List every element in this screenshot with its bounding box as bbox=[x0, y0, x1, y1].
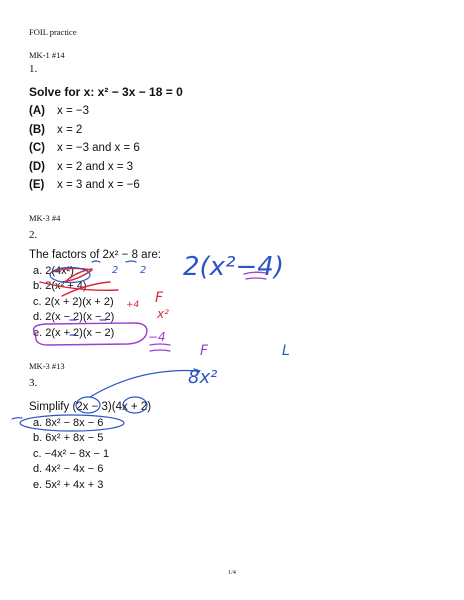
problem-1-number: 1. bbox=[29, 63, 38, 75]
note-x2-p2: x² bbox=[157, 307, 169, 321]
option-letter: (C) bbox=[29, 142, 45, 155]
problem-2 bbox=[29, 246, 269, 341]
note-two-2: 2 bbox=[140, 265, 147, 276]
problem-2-option-b: b. 2(x² + 4) bbox=[33, 280, 87, 293]
problem-3-option-b: b. 6x² + 8x − 5 bbox=[33, 432, 104, 445]
option-text: x = 2 bbox=[57, 123, 83, 136]
blue-arc-arrow bbox=[90, 369, 200, 397]
problem-1-option-e bbox=[29, 176, 279, 195]
note-2-x2-minus-4: 2(x²−4) bbox=[183, 252, 284, 282]
page-number: 1/4 bbox=[228, 570, 236, 576]
option-letter: (D) bbox=[29, 160, 45, 173]
blue-lead-line bbox=[12, 418, 22, 419]
problem-3-option-d: d. 4x² − 4x − 6 bbox=[33, 463, 104, 476]
note-F-p3: F bbox=[200, 343, 209, 359]
option-letter: (B) bbox=[29, 123, 45, 136]
problem-3-source: MK-3 #13 bbox=[29, 361, 65, 371]
problem-3 bbox=[29, 398, 269, 493]
problem-2-option-c: c. 2(x + 2)(x + 2) bbox=[33, 295, 114, 308]
problem-3-option-c: c. −4x² − 8x − 1 bbox=[33, 447, 110, 460]
problem-3-number: 3. bbox=[29, 377, 38, 389]
problem-1-option-d bbox=[29, 158, 279, 177]
problem-2-stem: The factors of 2x² − 8 are: bbox=[29, 249, 161, 261]
note-two-1: 2 bbox=[112, 265, 119, 276]
option-text: x = 2 and x = 3 bbox=[57, 160, 134, 173]
note-plus4: +4 bbox=[126, 300, 140, 310]
option-text: x = 3 and x = −6 bbox=[57, 179, 140, 192]
option-text: x = −3 bbox=[57, 105, 89, 117]
doc-title: FOIL practice bbox=[29, 27, 77, 37]
problem-3-option-e: e. 5x² + 4x + 3 bbox=[33, 478, 104, 491]
problem-1-option-a bbox=[29, 102, 279, 121]
note-8x2: 8x² bbox=[188, 367, 218, 388]
problem-2-option-d: d. 2(x − 2)(x − 2) bbox=[33, 311, 115, 324]
problem-3-option-a: a. 8x² − 8x − 6 bbox=[33, 417, 104, 429]
problem-3-stem: Simplify (2x − 3)(4x + 2) bbox=[29, 401, 152, 413]
problem-1-source: MK-1 #14 bbox=[29, 50, 65, 60]
option-letter: (E) bbox=[29, 179, 45, 192]
problem-2-option-a: a. 2(4x²) bbox=[33, 265, 74, 277]
purple-underline bbox=[150, 344, 170, 351]
problem-1 bbox=[29, 82, 279, 195]
problem-2-source: MK-3 #4 bbox=[29, 213, 61, 223]
note-F-p2: F bbox=[155, 290, 164, 306]
note-minus4: −4 bbox=[148, 330, 166, 344]
problem-1-option-c bbox=[29, 139, 279, 158]
problem-2-number: 2. bbox=[29, 229, 38, 241]
option-text: x = −3 and x = 6 bbox=[57, 142, 140, 155]
option-letter: (A) bbox=[29, 105, 45, 117]
problem-1-option-b bbox=[29, 121, 279, 140]
problem-2-option-e: e. 2(x + 2)(x − 2) bbox=[33, 326, 115, 339]
note-L-p3: L bbox=[282, 343, 290, 359]
problem-1-stem: Solve for x: x² − 3x − 18 = 0 bbox=[29, 85, 183, 99]
